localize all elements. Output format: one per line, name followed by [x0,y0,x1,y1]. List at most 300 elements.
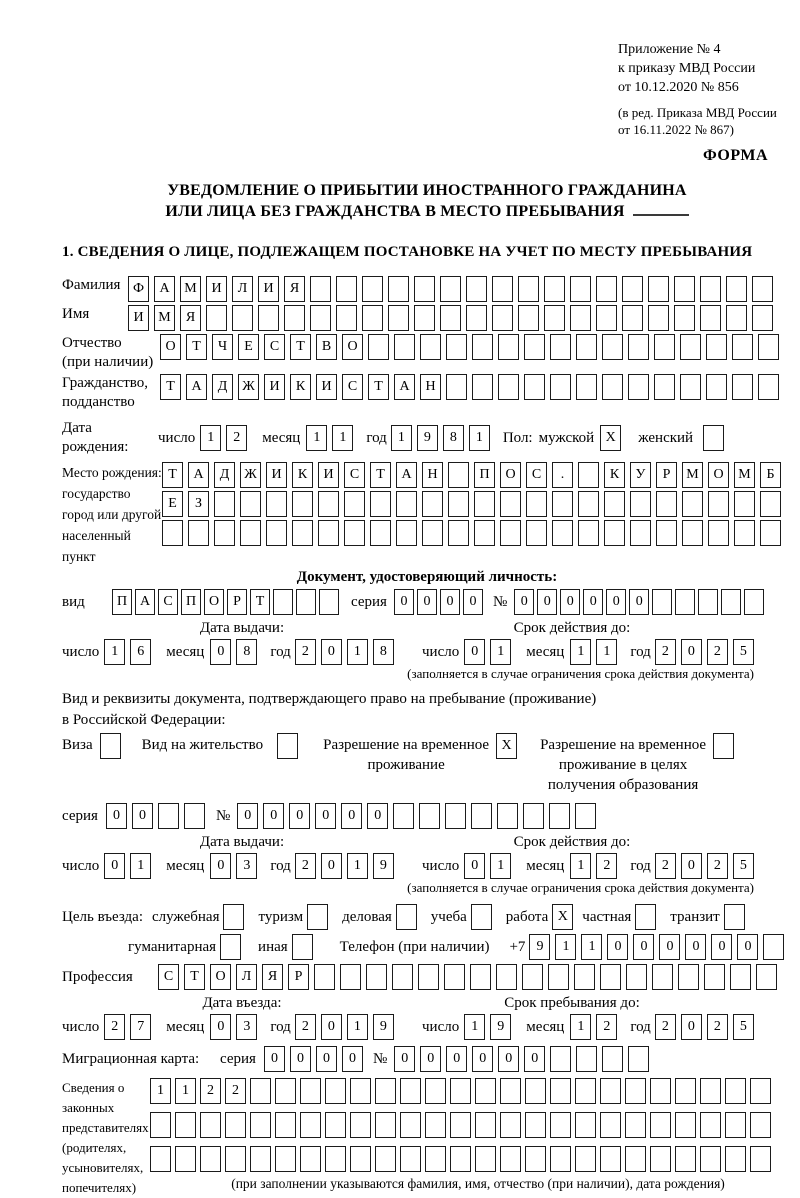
char-cell[interactable] [544,276,565,302]
char-cell[interactable]: Е [162,491,183,517]
char-cell[interactable]: 2 [295,853,316,879]
char-cell[interactable] [414,276,435,302]
char-cell[interactable]: 2 [200,1078,221,1104]
char-cell[interactable]: Ф [128,276,149,302]
temp-residence-edu-checkbox[interactable] [713,733,739,759]
char-cell[interactable] [500,520,521,546]
char-cell[interactable]: О [204,589,224,615]
char-cell[interactable] [750,1146,771,1172]
char-cell[interactable] [366,964,387,990]
char-cell[interactable]: 2 [295,639,316,665]
char-cell[interactable] [500,1078,521,1104]
char-cell[interactable]: Е [238,334,259,360]
char-cell[interactable]: 9 [490,1014,511,1040]
char-cell[interactable] [422,491,443,517]
char-cell[interactable]: С [158,964,179,990]
char-cell[interactable]: 1 [347,1014,368,1040]
purpose-option-business[interactable]: служебная [152,904,250,930]
char-cell[interactable]: 2 [655,853,676,879]
char-cell[interactable] [336,305,357,331]
char-cell[interactable]: 0 [446,1046,467,1072]
char-cell[interactable] [220,934,241,960]
char-cell[interactable]: Д [212,374,233,400]
char-cell[interactable]: З [188,491,209,517]
char-cell[interactable] [724,904,745,930]
char-cell[interactable]: 5 [733,1014,754,1040]
char-cell[interactable] [550,1112,571,1138]
char-cell[interactable]: 0 [341,803,362,829]
char-cell[interactable]: 0 [342,1046,363,1072]
purpose-option-commercial[interactable]: деловая [342,904,422,930]
char-cell[interactable]: Т [162,462,183,488]
char-cell[interactable] [600,1146,621,1172]
char-cell[interactable] [650,1078,671,1104]
char-cell[interactable]: Ч [212,334,233,360]
char-cell[interactable]: 2 [295,1014,316,1040]
char-cell[interactable] [680,374,701,400]
char-cell[interactable]: Д [214,462,235,488]
char-cell[interactable] [550,374,571,400]
char-cell[interactable] [375,1146,396,1172]
char-cell[interactable]: 0 [321,853,342,879]
char-cell[interactable] [625,1146,646,1172]
char-cell[interactable]: Р [288,964,309,990]
char-cell[interactable]: 1 [469,425,490,451]
char-cell[interactable] [570,305,591,331]
char-cell[interactable] [744,589,764,615]
char-cell[interactable] [575,803,596,829]
char-cell[interactable]: С [526,462,547,488]
char-cell[interactable] [675,589,695,615]
char-cell[interactable] [734,520,755,546]
char-cell[interactable]: С [158,589,178,615]
char-cell[interactable] [300,1146,321,1172]
char-cell[interactable] [760,491,781,517]
char-cell[interactable] [522,964,543,990]
char-cell[interactable]: П [112,589,132,615]
char-cell[interactable] [446,334,467,360]
char-cell[interactable]: 0 [463,589,483,615]
char-cell[interactable] [680,334,701,360]
char-cell[interactable] [214,491,235,517]
char-cell[interactable]: 0 [394,589,414,615]
char-cell[interactable]: X [600,425,621,451]
char-cell[interactable]: 6 [130,639,151,665]
residence-permit-option[interactable]: Вид на жительство [142,735,303,759]
char-cell[interactable] [549,803,570,829]
char-cell[interactable] [500,1112,521,1138]
char-cell[interactable]: 0 [440,589,460,615]
purpose-business-checkbox[interactable] [223,904,249,930]
char-cell[interactable] [344,491,365,517]
char-cell[interactable]: 0 [737,934,758,960]
char-cell[interactable] [732,374,753,400]
char-cell[interactable] [524,374,545,400]
char-cell[interactable]: 0 [210,853,231,879]
char-cell[interactable] [225,1112,246,1138]
purpose-option-tourism[interactable]: туризм [258,904,333,930]
char-cell[interactable] [492,276,513,302]
char-cell[interactable] [544,305,565,331]
purpose-tourism-checkbox[interactable] [307,904,333,930]
char-cell[interactable] [296,589,316,615]
char-cell[interactable]: У [630,462,651,488]
char-cell[interactable] [400,1112,421,1138]
char-cell[interactable] [474,491,495,517]
char-cell[interactable]: Р [227,589,247,615]
char-cell[interactable]: А [188,462,209,488]
char-cell[interactable]: П [181,589,201,615]
purpose-commercial-checkbox[interactable] [396,904,422,930]
char-cell[interactable] [706,334,727,360]
char-cell[interactable]: О [210,964,231,990]
char-cell[interactable] [523,803,544,829]
char-cell[interactable]: И [264,374,285,400]
char-cell[interactable] [440,276,461,302]
char-cell[interactable] [425,1078,446,1104]
purpose-option-work[interactable]: работа X [506,904,579,930]
purpose-humanitarian-checkbox[interactable] [220,934,246,960]
char-cell[interactable] [708,520,729,546]
char-cell[interactable] [292,934,313,960]
temp-residence-checkbox[interactable] [496,733,522,759]
char-cell[interactable]: 0 [629,589,649,615]
char-cell[interactable] [752,276,773,302]
char-cell[interactable] [300,1112,321,1138]
char-cell[interactable]: Т [250,589,270,615]
char-cell[interactable] [750,1078,771,1104]
char-cell[interactable] [548,964,569,990]
char-cell[interactable] [630,520,651,546]
char-cell[interactable]: 5 [733,853,754,879]
char-cell[interactable] [703,425,724,451]
char-cell[interactable] [184,803,205,829]
char-cell[interactable] [240,491,261,517]
char-cell[interactable] [418,964,439,990]
char-cell[interactable]: Л [236,964,257,990]
char-cell[interactable] [175,1112,196,1138]
char-cell[interactable] [604,520,625,546]
char-cell[interactable] [292,491,313,517]
char-cell[interactable] [604,491,625,517]
char-cell[interactable] [628,1046,649,1072]
char-cell[interactable]: И [266,462,287,488]
char-cell[interactable]: Я [180,305,201,331]
char-cell[interactable] [319,589,339,615]
char-cell[interactable]: . [552,462,573,488]
temp-residence-option[interactable]: Разрешение на временное проживание X [323,735,522,775]
char-cell[interactable] [370,491,391,517]
char-cell[interactable] [444,964,465,990]
char-cell[interactable]: 0 [464,853,485,879]
char-cell[interactable]: О [708,462,729,488]
char-cell[interactable]: 0 [210,639,231,665]
char-cell[interactable]: И [128,305,149,331]
char-cell[interactable] [214,520,235,546]
char-cell[interactable]: X [496,733,517,759]
char-cell[interactable]: Т [368,374,389,400]
char-cell[interactable] [708,491,729,517]
char-cell[interactable] [552,491,573,517]
char-cell[interactable] [650,1146,671,1172]
char-cell[interactable] [550,1146,571,1172]
char-cell[interactable] [250,1112,271,1138]
char-cell[interactable] [368,334,389,360]
char-cell[interactable]: Т [186,334,207,360]
char-cell[interactable] [656,520,677,546]
char-cell[interactable] [466,305,487,331]
purpose-option-transit[interactable]: транзит [670,904,749,930]
purpose-option-study[interactable]: учеба [431,904,497,930]
char-cell[interactable]: 1 [490,639,511,665]
char-cell[interactable]: 0 [321,639,342,665]
char-cell[interactable]: 0 [106,803,127,829]
char-cell[interactable] [576,374,597,400]
char-cell[interactable]: 2 [707,639,728,665]
char-cell[interactable]: И [316,374,337,400]
char-cell[interactable]: С [264,334,285,360]
char-cell[interactable]: А [135,589,155,615]
char-cell[interactable]: 8 [443,425,464,451]
char-cell[interactable]: 0 [681,639,702,665]
char-cell[interactable]: 1 [464,1014,485,1040]
char-cell[interactable]: 3 [236,1014,257,1040]
char-cell[interactable]: К [292,462,313,488]
char-cell[interactable] [635,904,656,930]
char-cell[interactable] [474,520,495,546]
char-cell[interactable] [362,305,383,331]
char-cell[interactable]: 0 [420,1046,441,1072]
char-cell[interactable] [574,964,595,990]
char-cell[interactable] [232,305,253,331]
char-cell[interactable] [420,334,441,360]
char-cell[interactable]: 5 [733,639,754,665]
char-cell[interactable]: Ж [238,374,259,400]
char-cell[interactable]: 0 [560,589,580,615]
char-cell[interactable] [674,276,695,302]
char-cell[interactable] [576,1046,597,1072]
char-cell[interactable]: 9 [417,425,438,451]
char-cell[interactable] [760,520,781,546]
char-cell[interactable] [446,374,467,400]
char-cell[interactable] [726,305,747,331]
char-cell[interactable] [240,520,261,546]
char-cell[interactable]: И [258,276,279,302]
char-cell[interactable] [498,334,519,360]
char-cell[interactable] [400,1146,421,1172]
char-cell[interactable] [492,305,513,331]
purpose-study-checkbox[interactable] [471,904,497,930]
char-cell[interactable]: 0 [472,1046,493,1072]
char-cell[interactable]: 0 [498,1046,519,1072]
char-cell[interactable]: И [318,462,339,488]
char-cell[interactable] [396,904,417,930]
char-cell[interactable]: О [500,462,521,488]
char-cell[interactable] [393,803,414,829]
char-cell[interactable] [713,733,734,759]
char-cell[interactable] [650,1112,671,1138]
char-cell[interactable]: 0 [711,934,732,960]
purpose-other-checkbox[interactable] [292,934,318,960]
visa-option[interactable]: Виза [62,735,126,759]
char-cell[interactable] [756,964,777,990]
char-cell[interactable] [258,305,279,331]
char-cell[interactable] [344,520,365,546]
char-cell[interactable] [471,904,492,930]
char-cell[interactable]: 1 [150,1078,171,1104]
char-cell[interactable] [422,520,443,546]
char-cell[interactable] [734,491,755,517]
char-cell[interactable]: 2 [225,1078,246,1104]
char-cell[interactable] [370,520,391,546]
char-cell[interactable] [725,1146,746,1172]
char-cell[interactable]: Я [262,964,283,990]
char-cell[interactable] [188,520,209,546]
char-cell[interactable] [550,1046,571,1072]
char-cell[interactable] [552,520,573,546]
char-cell[interactable] [225,1146,246,1172]
purpose-option-other[interactable]: иная [258,934,318,960]
char-cell[interactable] [622,305,643,331]
char-cell[interactable] [340,964,361,990]
char-cell[interactable] [314,964,335,990]
char-cell[interactable] [576,334,597,360]
char-cell[interactable]: 0 [685,934,706,960]
char-cell[interactable]: 0 [524,1046,545,1072]
char-cell[interactable] [362,276,383,302]
char-cell[interactable]: 0 [394,1046,415,1072]
char-cell[interactable] [525,1146,546,1172]
char-cell[interactable] [284,305,305,331]
char-cell[interactable] [292,520,313,546]
char-cell[interactable] [307,904,328,930]
char-cell[interactable] [526,491,547,517]
char-cell[interactable] [162,520,183,546]
char-cell[interactable]: С [344,462,365,488]
char-cell[interactable] [450,1078,471,1104]
char-cell[interactable] [682,491,703,517]
char-cell[interactable]: А [186,374,207,400]
char-cell[interactable] [628,374,649,400]
char-cell[interactable] [600,964,621,990]
char-cell[interactable]: И [206,276,227,302]
char-cell[interactable]: 1 [104,639,125,665]
char-cell[interactable] [275,1146,296,1172]
char-cell[interactable] [700,1146,721,1172]
char-cell[interactable]: 0 [417,589,437,615]
char-cell[interactable] [730,964,751,990]
char-cell[interactable] [578,462,599,488]
char-cell[interactable] [448,520,469,546]
char-cell[interactable]: Б [760,462,781,488]
purpose-option-humanitarian[interactable]: гуманитарная [128,934,246,960]
visa-checkbox[interactable] [100,733,126,759]
char-cell[interactable] [350,1078,371,1104]
char-cell[interactable]: М [682,462,703,488]
char-cell[interactable] [419,803,440,829]
char-cell[interactable] [526,520,547,546]
char-cell[interactable] [475,1078,496,1104]
char-cell[interactable] [350,1146,371,1172]
char-cell[interactable] [400,1078,421,1104]
char-cell[interactable]: 0 [633,934,654,960]
char-cell[interactable] [575,1078,596,1104]
char-cell[interactable]: Ж [240,462,261,488]
sex-male-checkbox[interactable] [600,425,626,451]
char-cell[interactable]: К [290,374,311,400]
char-cell[interactable] [450,1146,471,1172]
char-cell[interactable]: 0 [321,1014,342,1040]
char-cell[interactable]: Н [422,462,443,488]
char-cell[interactable]: 0 [132,803,153,829]
char-cell[interactable] [325,1146,346,1172]
char-cell[interactable]: 7 [130,1014,151,1040]
char-cell[interactable]: 1 [490,853,511,879]
char-cell[interactable] [700,276,721,302]
char-cell[interactable] [600,1078,621,1104]
char-cell[interactable] [250,1078,271,1104]
char-cell[interactable] [758,374,779,400]
char-cell[interactable]: 0 [583,589,603,615]
char-cell[interactable] [223,904,244,930]
char-cell[interactable] [445,803,466,829]
char-cell[interactable] [654,374,675,400]
char-cell[interactable]: X [552,904,573,930]
char-cell[interactable]: 1 [596,639,617,665]
char-cell[interactable] [466,276,487,302]
char-cell[interactable] [375,1078,396,1104]
char-cell[interactable] [266,491,287,517]
char-cell[interactable]: 0 [315,803,336,829]
char-cell[interactable] [497,803,518,829]
char-cell[interactable] [150,1146,171,1172]
char-cell[interactable] [550,1078,571,1104]
char-cell[interactable] [550,334,571,360]
char-cell[interactable] [277,733,298,759]
char-cell[interactable] [721,589,741,615]
char-cell[interactable]: 0 [607,934,628,960]
char-cell[interactable]: 0 [237,803,258,829]
char-cell[interactable]: К [604,462,625,488]
char-cell[interactable] [575,1146,596,1172]
char-cell[interactable]: М [154,305,175,331]
char-cell[interactable] [602,1046,623,1072]
char-cell[interactable] [394,334,415,360]
char-cell[interactable]: 1 [200,425,221,451]
char-cell[interactable] [628,334,649,360]
char-cell[interactable]: 1 [332,425,353,451]
char-cell[interactable] [175,1146,196,1172]
char-cell[interactable] [600,1112,621,1138]
char-cell[interactable] [500,491,521,517]
char-cell[interactable]: 8 [373,639,394,665]
char-cell[interactable] [732,334,753,360]
char-cell[interactable] [763,934,784,960]
char-cell[interactable]: 9 [529,934,550,960]
char-cell[interactable] [440,305,461,331]
char-cell[interactable]: 0 [316,1046,337,1072]
char-cell[interactable] [596,305,617,331]
char-cell[interactable]: 1 [175,1078,196,1104]
char-cell[interactable]: О [160,334,181,360]
char-cell[interactable]: 1 [570,853,591,879]
char-cell[interactable] [450,1112,471,1138]
char-cell[interactable] [648,305,669,331]
char-cell[interactable] [682,520,703,546]
char-cell[interactable] [425,1112,446,1138]
char-cell[interactable] [674,305,695,331]
char-cell[interactable] [158,803,179,829]
